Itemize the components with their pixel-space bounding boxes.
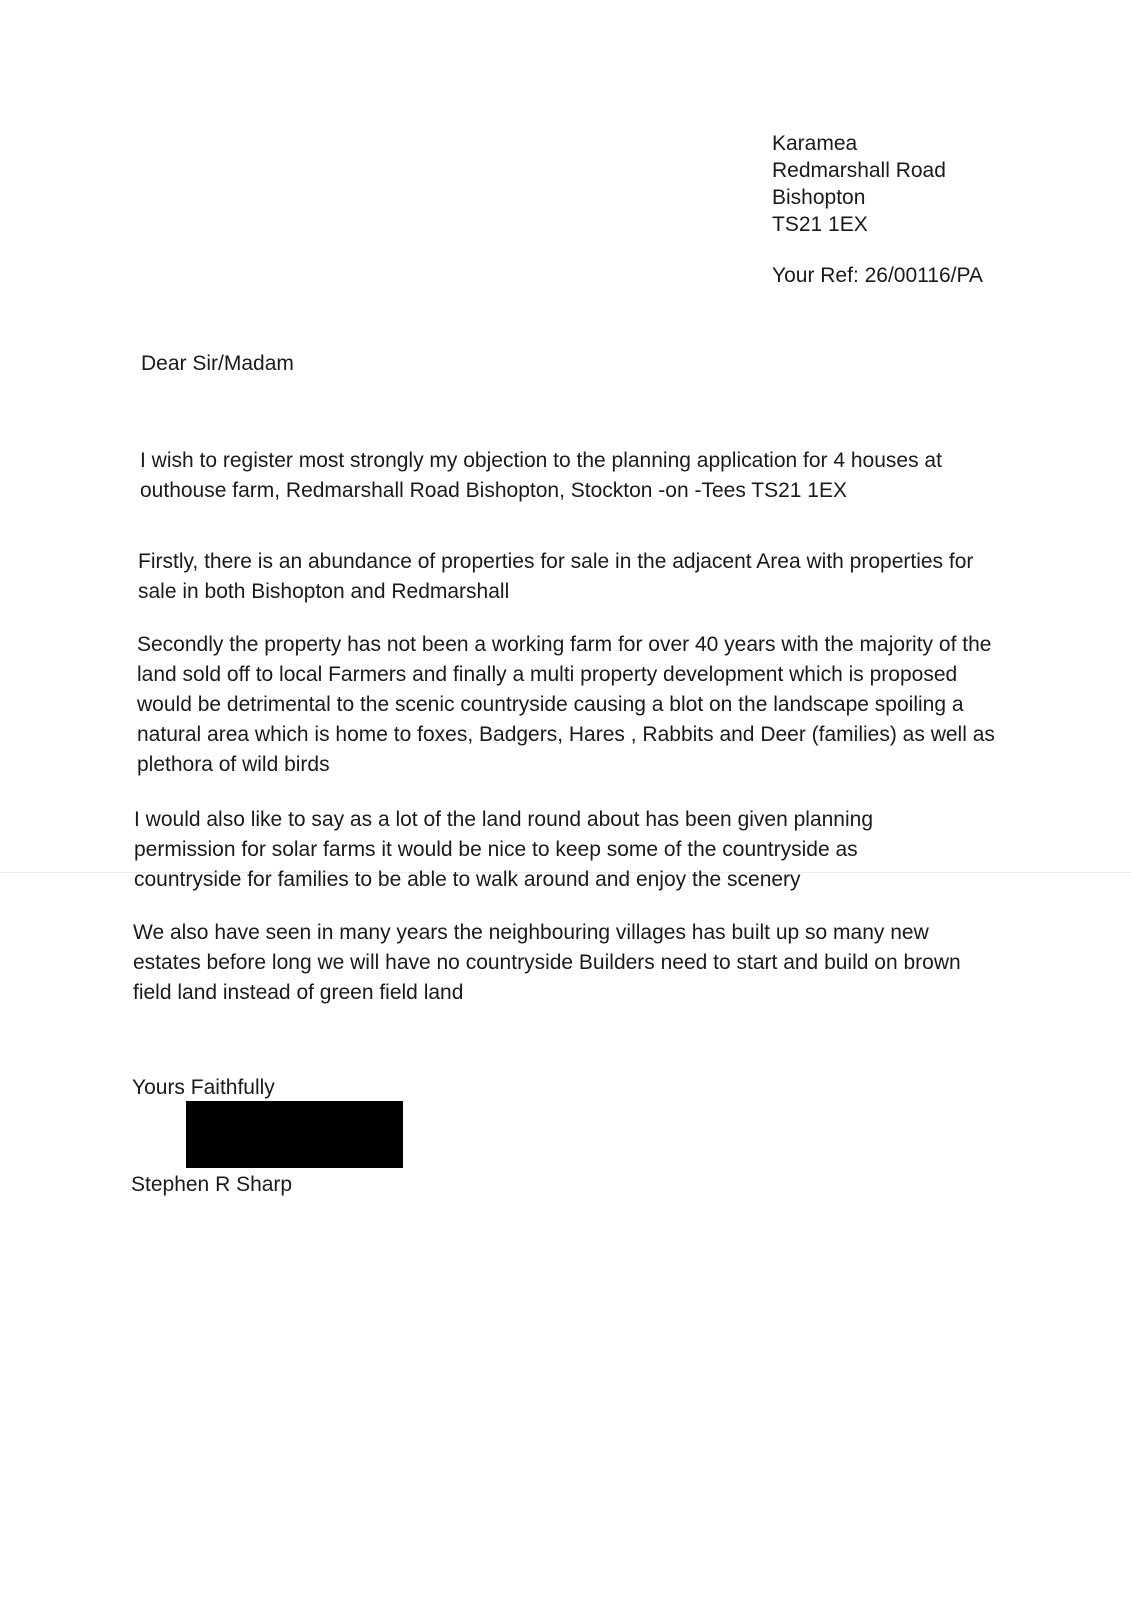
salutation: Dear Sir/Madam [141, 352, 294, 375]
closing: Yours Faithfully [132, 1076, 275, 1099]
address-line-1: Karamea [772, 132, 858, 155]
address-line-2: Redmarshall Road [772, 159, 946, 182]
reference-number: Your Ref: 26/00116/PA [772, 264, 983, 287]
paragraph-firstly: Firstly, there is an abundance of properties for sale in the adjacent Area with properties for sale in both Bishopton and Redmarshall [138, 550, 974, 603]
paragraph-objection: I wish to register most strongly my objection to the planning application for 4 houses at outhouse farm, Redmarshall Road Bishopton, Stockton -on -Tees TS21 1EX [140, 449, 942, 502]
signatory-name: Stephen R Sharp [131, 1173, 293, 1196]
redacted-signature [186, 1101, 403, 1168]
address-postcode: TS21 1EX [772, 213, 868, 236]
sender-address [772, 130, 946, 238]
paragraph-solar-farms: I would also like to say as a lot of the land round about has been given planning permission for solar farms it would be nice to keep some of the countryside as countryside for families to be able to walk around and enjoy the scenery [134, 808, 874, 891]
address-line-3: Bishopton [772, 186, 866, 209]
paragraph-new-estates: We also have seen in many years the neighbouring villages has built up so many new estates before long we will have no countryside Builders need to start and build on brown field land instead of green field land [133, 921, 961, 1004]
paragraph-secondly: Secondly the property has not been a working farm for over 40 years with the majority of the land sold off to local Farmers and finally a multi property development which is proposed would be detrimental to the scenic countryside causing a blot on the landscape spoiling a natural area which is home to foxes, Badgers, Hares , Rabbits and Deer (families) as well as plethora of wild birds [137, 633, 995, 776]
